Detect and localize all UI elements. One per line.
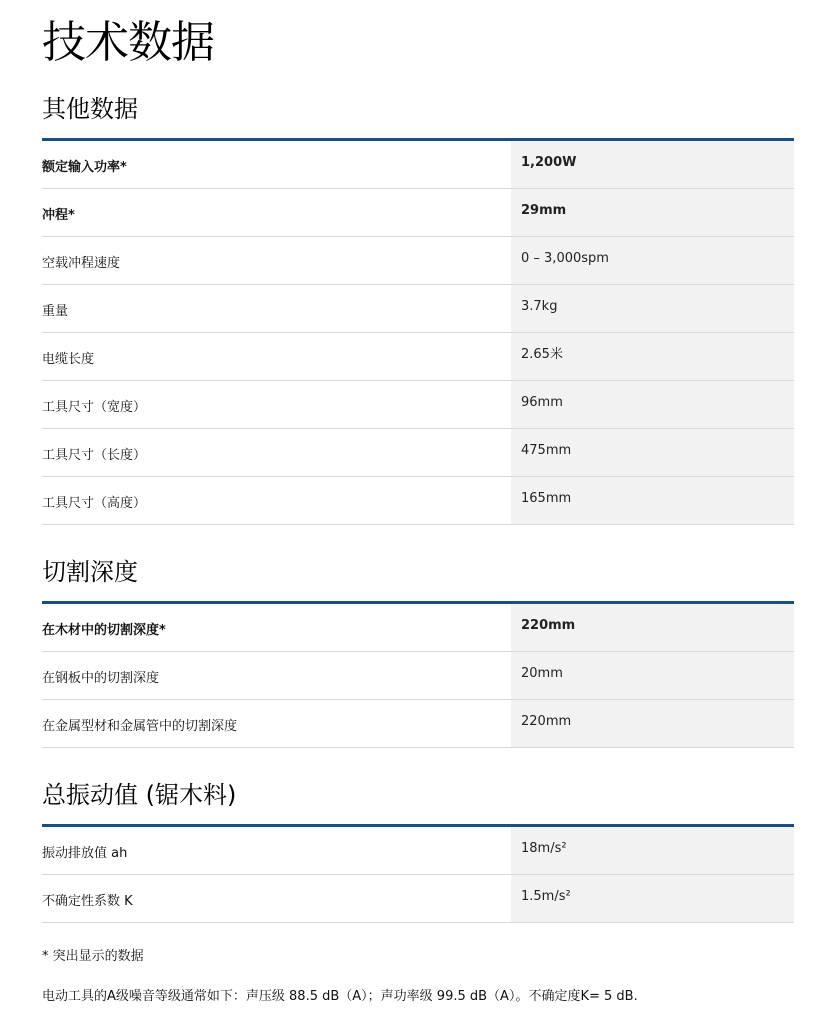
spec-label: 工具尺寸（高度） (42, 496, 147, 511)
spec-label: 工具尺寸（长度） (42, 448, 147, 463)
table-row (42, 189, 794, 237)
table-row (42, 604, 794, 652)
spec-label: 空载冲程速度 (42, 256, 121, 271)
spec-table (42, 827, 794, 923)
spec-value: 29mm (511, 189, 794, 236)
spec-table (42, 141, 794, 525)
spec-value: 1.5m/s² (511, 875, 794, 922)
page-title: 技术数据 (42, 17, 214, 68)
spec-value: 165mm (511, 477, 794, 524)
spec-table (42, 604, 794, 748)
highlight-footnote: * 突出显示的数据 (42, 949, 144, 964)
table-row (42, 141, 794, 189)
section-other-data (42, 94, 794, 525)
spec-value: 2.65米 (511, 333, 794, 380)
table-row (42, 429, 794, 477)
spec-label: 在木材中的切割深度* (42, 623, 166, 638)
section-title: 总振动值 (锯木料) (42, 781, 237, 809)
table-row (42, 827, 794, 875)
table-row (42, 700, 794, 748)
spec-value: 1,200W (511, 141, 794, 188)
spec-label: 额定输入功率* (42, 160, 127, 175)
section-cutting-depth (42, 557, 794, 748)
spec-label: 在金属型材和金属管中的切割深度 (42, 719, 238, 734)
spec-value: 220mm (511, 604, 794, 651)
spec-label: 电缆长度 (42, 352, 95, 367)
table-row (42, 875, 794, 923)
table-row (42, 237, 794, 285)
spec-label: 冲程* (42, 208, 75, 223)
table-row (42, 477, 794, 525)
table-row (42, 333, 794, 381)
section-title: 其他数据 (42, 95, 138, 123)
tech-data-page (42, 0, 794, 1004)
spec-value: 3.7kg (511, 285, 794, 332)
spec-label: 在钢板中的切割深度 (42, 671, 160, 686)
spec-value: 220mm (511, 700, 794, 747)
spec-value: 0 – 3,000spm (511, 237, 794, 284)
table-row (42, 285, 794, 333)
section-title: 切割深度 (42, 558, 138, 586)
spec-value: 18m/s² (511, 827, 794, 874)
spec-label: 重量 (42, 304, 69, 319)
spec-label: 工具尺寸（宽度） (42, 400, 147, 415)
spec-label: 不确定性系数 K (42, 894, 133, 909)
noise-footnote: 电动工具的A级噪音等级通常如下：声压级 88.5 dB（A）；声功率级 99.5 dB（A）。不确定度K= 5 dB. (42, 989, 638, 1004)
section-vibration (42, 780, 794, 923)
spec-label: 振动排放值 ah (42, 846, 128, 861)
spec-value: 96mm (511, 381, 794, 428)
table-row (42, 381, 794, 429)
spec-value: 20mm (511, 652, 794, 699)
table-row (42, 652, 794, 700)
spec-value: 475mm (511, 429, 794, 476)
